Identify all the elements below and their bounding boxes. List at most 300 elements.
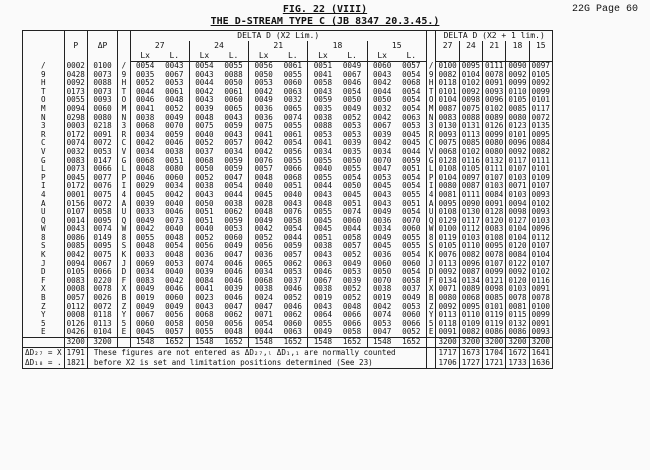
delta-right: 1717 bbox=[436, 347, 459, 358]
dp-value: 0100 bbox=[87, 62, 117, 71]
right-value: 0102 bbox=[483, 105, 506, 114]
delta-d-right-header: DELTA D (X2 + 1 lim.) bbox=[436, 31, 552, 42]
lx-value: 0043 bbox=[308, 251, 338, 260]
lx-value: 0034 bbox=[130, 268, 160, 277]
row-char: O bbox=[23, 96, 65, 105]
l-value: 0059 bbox=[224, 121, 243, 131]
l-value: 0066 bbox=[397, 320, 427, 329]
row-char-right: T bbox=[428, 86, 434, 96]
l-value: 0045 bbox=[342, 189, 362, 199]
lx-value: 0060 bbox=[367, 260, 397, 269]
l-value: 0052 bbox=[397, 328, 427, 337]
lx-value: 0047 bbox=[249, 303, 279, 312]
right-value: 0090 bbox=[506, 62, 529, 71]
right-value: 0103 bbox=[483, 182, 506, 191]
l-value: 0042 bbox=[165, 275, 184, 285]
right-value: 0084 bbox=[529, 139, 552, 148]
l-value: 0046 bbox=[224, 293, 243, 303]
row-char-mid: P bbox=[118, 174, 130, 183]
right-value: 0091 bbox=[483, 79, 506, 88]
l-value: 0062 bbox=[283, 258, 302, 268]
right-value: 0103 bbox=[506, 285, 529, 294]
delta-label: ΔD₁₈ = . bbox=[23, 358, 65, 369]
p-value: 0107 bbox=[64, 208, 87, 217]
row-char-mid: E bbox=[118, 328, 130, 337]
p-value: 0172 bbox=[64, 182, 87, 191]
lx-value: 0055 bbox=[308, 174, 338, 183]
dp-value: 0149 bbox=[87, 234, 117, 243]
p-value: 0173 bbox=[64, 88, 87, 97]
row-char: P bbox=[23, 174, 65, 183]
right-value: 0082 bbox=[459, 328, 482, 337]
right-value: 0131 bbox=[459, 122, 482, 131]
l-value: 0060 bbox=[165, 293, 184, 303]
lx-value: 0058 bbox=[308, 79, 338, 88]
total-l: 1652 bbox=[397, 338, 427, 348]
right-value: 0130 bbox=[436, 122, 459, 131]
l-value: 0053 bbox=[224, 224, 243, 234]
lx-value: 0036 bbox=[367, 251, 397, 260]
delta-right: 1721 bbox=[483, 358, 506, 369]
right-value: 0091 bbox=[483, 200, 506, 209]
lx-value: 0084 bbox=[189, 277, 219, 286]
right-value: 0071 bbox=[436, 285, 459, 294]
right-value: 0094 bbox=[506, 200, 529, 209]
right-value: 0087 bbox=[459, 268, 482, 277]
right-value: 0108 bbox=[483, 234, 506, 243]
dp-value: 0075 bbox=[87, 251, 117, 260]
right-value: 0103 bbox=[529, 217, 552, 226]
p-value: 0014 bbox=[64, 217, 87, 226]
total-lx: 1548 bbox=[367, 338, 397, 348]
delta-right: 1733 bbox=[506, 358, 529, 369]
row-char: V bbox=[23, 148, 65, 157]
l-value: 0055 bbox=[397, 242, 427, 251]
l-value: 0054 bbox=[283, 138, 302, 148]
l-value: 0054 bbox=[342, 172, 362, 182]
total-right: 3200 bbox=[436, 338, 459, 348]
delta-right: 1704 bbox=[483, 347, 506, 358]
l-value: 0080 bbox=[165, 164, 184, 174]
l-value: 0055 bbox=[342, 164, 362, 174]
row-char-mid: I bbox=[118, 182, 130, 191]
l-value: 0067 bbox=[165, 69, 184, 79]
total-right: 3200 bbox=[483, 338, 506, 348]
l-value: 0055 bbox=[283, 69, 302, 79]
lx-value: 0042 bbox=[249, 88, 279, 97]
right-value: 0104 bbox=[529, 251, 552, 260]
right-value: 0112 bbox=[459, 225, 482, 234]
lx-value: 0051 bbox=[189, 208, 219, 217]
l-value: 0054 bbox=[342, 86, 362, 96]
right-value: 0105 bbox=[436, 242, 459, 251]
right-value: 0084 bbox=[483, 191, 506, 200]
lx-value: 0044 bbox=[367, 88, 397, 97]
right-value: 0095 bbox=[529, 131, 552, 140]
row-char-right: B bbox=[428, 293, 434, 303]
lx-value: 0045 bbox=[130, 328, 160, 337]
row-char: G bbox=[23, 157, 65, 166]
lx-value: 0041 bbox=[189, 285, 219, 294]
l-value: 0060 bbox=[283, 78, 302, 88]
l-subheader: L. bbox=[337, 51, 367, 62]
dp-value: 0066 bbox=[87, 268, 117, 277]
l-value: 0053 bbox=[342, 267, 362, 277]
row-char-right: U bbox=[428, 207, 434, 217]
dp-value: 0026 bbox=[87, 294, 117, 303]
lx-value: 0068 bbox=[249, 277, 279, 286]
row-char-mid: J bbox=[118, 260, 130, 269]
right-value: 0129 bbox=[436, 217, 459, 226]
row-char: U bbox=[23, 208, 65, 217]
l-value: 0052 bbox=[342, 293, 362, 303]
lx-value: 0049 bbox=[308, 328, 338, 337]
l-value: 0035 bbox=[342, 146, 362, 156]
l-value: 0046 bbox=[165, 284, 184, 294]
p-value: 0112 bbox=[64, 303, 87, 312]
l-value: 0040 bbox=[165, 224, 184, 234]
right-value: 0097 bbox=[529, 62, 552, 71]
delta-blank bbox=[426, 358, 436, 369]
l-value: 0058 bbox=[342, 327, 362, 337]
l-value: 0059 bbox=[165, 129, 184, 139]
right-value: 0093 bbox=[529, 208, 552, 217]
lx-value: 0043 bbox=[367, 191, 397, 200]
right-value: 0116 bbox=[459, 157, 482, 166]
right-value: 0109 bbox=[459, 320, 482, 329]
total-l: 1652 bbox=[337, 338, 367, 348]
l-value: 0062 bbox=[283, 310, 302, 320]
lx-value: 0048 bbox=[308, 200, 338, 209]
row-char-mid: 3 bbox=[118, 122, 130, 131]
lx-value: 0049 bbox=[130, 303, 160, 312]
lx-value: 0033 bbox=[130, 208, 160, 217]
delta-p: 1791 bbox=[64, 347, 87, 358]
l-value: 0058 bbox=[397, 277, 427, 286]
row-char: E bbox=[23, 328, 65, 337]
delta-right-col-header: 24 bbox=[459, 41, 482, 51]
l-value: 0050 bbox=[342, 95, 362, 105]
right-value: 0101 bbox=[529, 96, 552, 105]
right-value: 0111 bbox=[483, 62, 506, 71]
lx-value: 0064 bbox=[308, 311, 338, 320]
lx-value: 0065 bbox=[249, 260, 279, 269]
delta-left-col-header: 18 bbox=[308, 41, 367, 51]
right-subheader bbox=[459, 51, 482, 62]
right-value: 0078 bbox=[506, 294, 529, 303]
right-value: 0068 bbox=[459, 294, 482, 303]
l-value: 0047 bbox=[224, 250, 243, 260]
delta-right-col-header: 27 bbox=[436, 41, 459, 51]
row-char-mid: F bbox=[118, 277, 130, 286]
right-value: 0119 bbox=[483, 320, 506, 329]
row-char-right: 5 bbox=[428, 318, 434, 328]
row-char-right: G bbox=[428, 155, 434, 165]
l-value: 0066 bbox=[342, 310, 362, 320]
l-value: 0067 bbox=[342, 69, 362, 79]
lx-value: 0023 bbox=[189, 294, 219, 303]
right-value: 0089 bbox=[459, 285, 482, 294]
l-value: 0044 bbox=[397, 148, 427, 157]
lx-value: 0046 bbox=[130, 174, 160, 183]
lx-value: 0034 bbox=[249, 268, 279, 277]
dp-value: 0053 bbox=[87, 148, 117, 157]
l-value: 0070 bbox=[165, 121, 184, 131]
lx-value: 0052 bbox=[189, 139, 219, 148]
right-value: 0103 bbox=[506, 191, 529, 200]
right-value: 0091 bbox=[436, 328, 459, 337]
right-value: 0117 bbox=[529, 105, 552, 114]
row-char-right: P bbox=[428, 172, 434, 182]
p-value: 0001 bbox=[64, 191, 87, 200]
dp-value: 0088 bbox=[87, 79, 117, 88]
lx-value: 0041 bbox=[130, 105, 160, 114]
right-value: 0101 bbox=[506, 131, 529, 140]
p-value: 0045 bbox=[64, 174, 87, 183]
lx-value: 0042 bbox=[189, 88, 219, 97]
l-value: 0059 bbox=[283, 241, 302, 251]
right-value: 0083 bbox=[483, 225, 506, 234]
right-value: 0101 bbox=[483, 303, 506, 312]
l-value: 0062 bbox=[224, 207, 243, 217]
row-char-mid: T bbox=[118, 88, 130, 97]
l-value: 0050 bbox=[342, 181, 362, 191]
l-value: 0034 bbox=[224, 146, 243, 156]
lx-value: 0042 bbox=[367, 79, 397, 88]
l-value: 0045 bbox=[397, 131, 427, 140]
lx-value: 0069 bbox=[130, 260, 160, 269]
lx-value: 0056 bbox=[189, 242, 219, 251]
right-value: 0096 bbox=[529, 225, 552, 234]
lx-value: 0043 bbox=[189, 191, 219, 200]
p-value: 0008 bbox=[64, 311, 87, 320]
row-char: / bbox=[23, 62, 65, 71]
right-value: 0093 bbox=[529, 328, 552, 337]
p-value: 0055 bbox=[64, 96, 87, 105]
right-value: 0098 bbox=[483, 285, 506, 294]
dp-value: 0058 bbox=[87, 208, 117, 217]
l-value: 0051 bbox=[397, 200, 427, 209]
lx-value: 0048 bbox=[249, 174, 279, 183]
total-lx: 1548 bbox=[308, 338, 338, 348]
lx-value: 0060 bbox=[130, 320, 160, 329]
right-value: 0097 bbox=[459, 174, 482, 183]
right-value: 0100 bbox=[436, 225, 459, 234]
row-char-mid: N bbox=[118, 114, 130, 123]
dp-value: 0091 bbox=[87, 131, 117, 140]
lx-value: 0043 bbox=[308, 303, 338, 312]
l-value: 0053 bbox=[397, 303, 427, 312]
right-value: 0085 bbox=[506, 105, 529, 114]
right-value: 0107 bbox=[529, 260, 552, 269]
row-char-mid: / bbox=[118, 62, 130, 71]
lx-value: 0034 bbox=[130, 131, 160, 140]
p-value: 0086 bbox=[64, 234, 87, 243]
right-value: 0120 bbox=[506, 277, 529, 286]
lx-value: 0034 bbox=[130, 148, 160, 157]
lx-value: 0046 bbox=[308, 268, 338, 277]
l-value: 0068 bbox=[397, 79, 427, 88]
l-value: 0066 bbox=[342, 318, 362, 328]
right-value: 0108 bbox=[436, 208, 459, 217]
lx-value: 0041 bbox=[249, 131, 279, 140]
lx-value: 0067 bbox=[308, 277, 338, 286]
lx-value: 0039 bbox=[130, 200, 160, 209]
l-value: 0042 bbox=[165, 189, 184, 199]
row-char: X bbox=[23, 285, 65, 294]
lx-subheader: Lx bbox=[249, 51, 279, 62]
right-value: 0086 bbox=[483, 328, 506, 337]
total-right: 3200 bbox=[529, 338, 552, 348]
l-value: 0046 bbox=[165, 138, 184, 148]
total-lx: 1548 bbox=[130, 338, 160, 348]
l-value: 0054 bbox=[397, 182, 427, 191]
l-value: 0050 bbox=[224, 78, 243, 88]
lx-value: 0075 bbox=[249, 122, 279, 131]
lx-value: 0042 bbox=[367, 303, 397, 312]
row-char-mid: S bbox=[118, 242, 130, 251]
dp-value: 0220 bbox=[87, 277, 117, 286]
lx-value: 0036 bbox=[367, 217, 397, 226]
lx-value: 0059 bbox=[308, 96, 338, 105]
l-value: 0059 bbox=[224, 164, 243, 174]
lx-value: 0042 bbox=[249, 148, 279, 157]
row-char: J bbox=[23, 260, 65, 269]
row-char: L bbox=[23, 165, 65, 174]
dp-value: 0078 bbox=[87, 285, 117, 294]
lx-value: 0048 bbox=[189, 114, 219, 123]
right-value: 0113 bbox=[459, 131, 482, 140]
l-subheader: L. bbox=[219, 51, 249, 62]
l-value: 0038 bbox=[165, 146, 184, 156]
right-value: 0088 bbox=[459, 114, 482, 123]
l-value: 0043 bbox=[165, 61, 184, 70]
lx-value: 0036 bbox=[249, 105, 279, 114]
right-value: 0086 bbox=[506, 328, 529, 337]
right-value: 0092 bbox=[436, 268, 459, 277]
right-subheader bbox=[436, 51, 459, 62]
lx-value: 0038 bbox=[249, 285, 279, 294]
lx-value: 0053 bbox=[367, 320, 397, 329]
l-value: 0043 bbox=[224, 112, 243, 122]
lx-value: 0044 bbox=[130, 88, 160, 97]
right-value: 0096 bbox=[483, 96, 506, 105]
lx-value: 0040 bbox=[249, 182, 279, 191]
right-value: 0099 bbox=[529, 311, 552, 320]
lx-value: 0038 bbox=[308, 285, 338, 294]
dp-value: 0073 bbox=[87, 88, 117, 97]
l-value: 0049 bbox=[165, 112, 184, 122]
right-value: 0126 bbox=[483, 122, 506, 131]
l-value: 0048 bbox=[224, 327, 243, 337]
lx-value: 0049 bbox=[130, 217, 160, 226]
lx-value: 0045 bbox=[367, 182, 397, 191]
lx-value: 0068 bbox=[130, 122, 160, 131]
lx-value: 0050 bbox=[367, 268, 397, 277]
lx-value: 0044 bbox=[189, 79, 219, 88]
row-char-right: J bbox=[428, 258, 434, 268]
lx-value: 0053 bbox=[308, 131, 338, 140]
dp-value: 0077 bbox=[87, 174, 117, 183]
l-value: 0057 bbox=[397, 62, 427, 71]
l-value: 0046 bbox=[283, 284, 302, 294]
lx-value: 0049 bbox=[367, 208, 397, 217]
row-char: A bbox=[23, 200, 65, 209]
d-stream-table bbox=[22, 30, 553, 369]
row-char: S bbox=[23, 242, 65, 251]
lx-value: 0040 bbox=[189, 131, 219, 140]
lx-value: 0070 bbox=[367, 277, 397, 286]
row-char-right: R bbox=[428, 129, 434, 139]
dp-value: 0073 bbox=[87, 71, 117, 80]
l-value: 0051 bbox=[165, 155, 184, 165]
right-value: 0092 bbox=[506, 71, 529, 80]
lx-value: 0034 bbox=[308, 148, 338, 157]
lx-value: 0051 bbox=[189, 217, 219, 226]
lx-value: 0048 bbox=[130, 242, 160, 251]
total-right: 3200 bbox=[459, 338, 482, 348]
p-value: 0172 bbox=[64, 131, 87, 140]
row-char: R bbox=[23, 131, 65, 140]
row-char-right: W bbox=[428, 224, 434, 234]
l-value: 0048 bbox=[342, 301, 362, 311]
lx-value: 0050 bbox=[189, 165, 219, 174]
dp-value: 0104 bbox=[87, 328, 117, 337]
right-value: 0095 bbox=[436, 200, 459, 209]
right-value: 0113 bbox=[436, 260, 459, 269]
total-p: 3200 bbox=[64, 338, 87, 348]
l-value: 0060 bbox=[165, 172, 184, 182]
row-char: 5 bbox=[23, 320, 65, 329]
lx-value: 0045 bbox=[130, 191, 160, 200]
right-value: 0107 bbox=[483, 174, 506, 183]
right-subheader bbox=[529, 51, 552, 62]
right-value: 0130 bbox=[459, 208, 482, 217]
dp-value: 0060 bbox=[87, 105, 117, 114]
p-value: 0428 bbox=[64, 71, 87, 80]
right-value: 0093 bbox=[436, 131, 459, 140]
delta-blank bbox=[426, 347, 436, 358]
l-value: 0054 bbox=[397, 251, 427, 260]
l-value: 0054 bbox=[397, 105, 427, 114]
p-value: 0085 bbox=[64, 242, 87, 251]
lx-value: 0043 bbox=[367, 200, 397, 209]
right-value: 0102 bbox=[459, 79, 482, 88]
right-value: 0127 bbox=[506, 217, 529, 226]
right-value: 0132 bbox=[483, 157, 506, 166]
right-value: 0082 bbox=[436, 71, 459, 80]
lx-subheader: Lx bbox=[367, 51, 397, 62]
right-value: 0118 bbox=[436, 320, 459, 329]
row-char-mid: K bbox=[118, 251, 130, 260]
row-char-mid: C bbox=[118, 139, 130, 148]
right-value: 0092 bbox=[459, 88, 482, 97]
row-char-right: 8 bbox=[428, 232, 434, 242]
right-value: 0116 bbox=[529, 277, 552, 286]
lx-value: 0040 bbox=[308, 165, 338, 174]
right-value: 0075 bbox=[459, 105, 482, 114]
lx-value: 0044 bbox=[249, 328, 279, 337]
l-value: 0051 bbox=[397, 165, 427, 174]
l-value: 0058 bbox=[283, 215, 302, 225]
right-value: 0128 bbox=[483, 208, 506, 217]
right-value: 0078 bbox=[483, 71, 506, 80]
l-value: 0054 bbox=[397, 268, 427, 277]
lx-subheader: Lx bbox=[308, 51, 338, 62]
l-value: 0061 bbox=[224, 86, 243, 96]
lx-value: 0041 bbox=[308, 139, 338, 148]
right-value: 0092 bbox=[436, 303, 459, 312]
